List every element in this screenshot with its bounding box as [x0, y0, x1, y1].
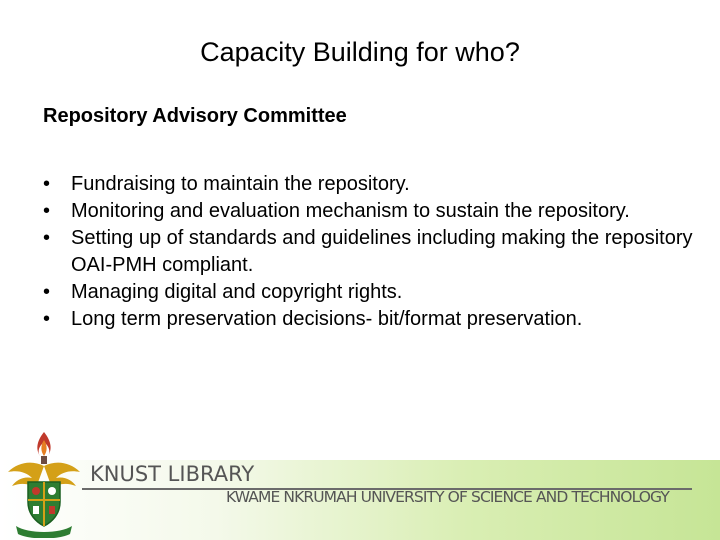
bullet-item: • Setting up of standards and guidelines including making the repository OAI-PMH compliant. — [43, 225, 693, 279]
university-crest-icon — [6, 430, 82, 538]
slide-title: Capacity Building for who? — [200, 37, 520, 67]
bullet-item: • Fundraising to maintain the repository. — [43, 171, 693, 198]
bullet-item: • Long term preservation decisions- bit/format preservation. — [43, 306, 693, 333]
bullet-list — [43, 171, 693, 333]
footer-banner — [0, 430, 720, 540]
library-name: KNUST LIBRARY — [90, 462, 255, 486]
slide-subtitle: Repository Advisory Committee — [43, 105, 347, 127]
bullet-item: • Monitoring and evaluation mechanism to sustain the repository. — [43, 198, 693, 225]
university-name: KWAME NKRUMAH UNIVERSITY OF SCIENCE AND TECHNOLOGY — [226, 488, 669, 506]
bullet-item: • Managing digital and copyright rights. — [43, 279, 693, 306]
